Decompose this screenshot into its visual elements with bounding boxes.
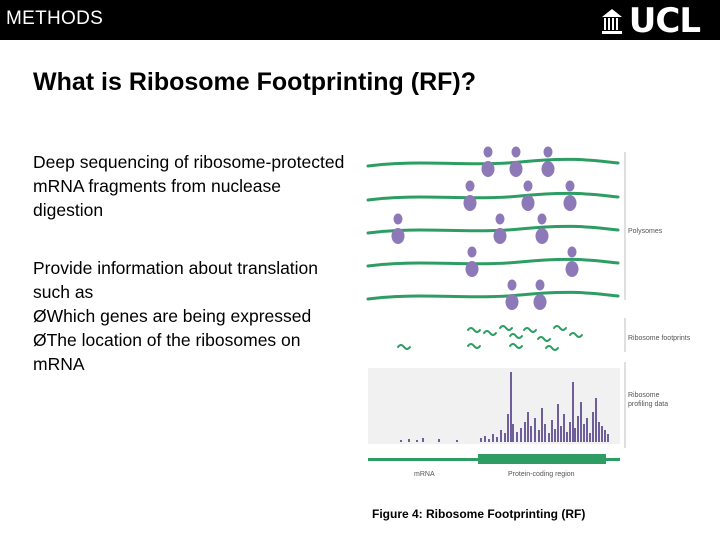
footprint-fragment: [484, 331, 496, 335]
profiling-label-line1: Ribosome: [628, 392, 660, 399]
polysomes-label: Polysomes: [628, 228, 663, 235]
profiling-bar: [577, 416, 579, 442]
profiling-bar: [527, 412, 529, 442]
ribosome-small-subunit: [484, 147, 493, 158]
profiling-bar: [586, 418, 588, 442]
profiling-bar: [408, 439, 410, 442]
profiling-bar: [580, 402, 582, 442]
coding-region-block: [478, 454, 606, 464]
ribosome-group: [392, 147, 579, 311]
footprint-fragment: [554, 326, 566, 330]
info-intro: Provide information about translation such as: [33, 258, 319, 302]
ribosome-small-subunit: [538, 214, 547, 225]
polysome-strands: [368, 159, 618, 299]
footprint-fragment: [468, 328, 480, 332]
ribosome-large-subunit: [464, 195, 477, 211]
mrna-strand: [368, 193, 618, 200]
mrna-strand: [368, 226, 618, 233]
header-bar: [0, 0, 720, 40]
mrna-strand: [368, 259, 618, 266]
ribosome-small-subunit: [544, 147, 553, 158]
info-paragraph: [33, 256, 353, 376]
ribosome-large-subunit: [466, 261, 479, 277]
profiling-bar: [484, 436, 486, 442]
profiling-bar: [563, 414, 565, 442]
ribosome-small-subunit: [566, 181, 575, 192]
bullet-item: ØWhich genes are being expressed: [33, 306, 312, 326]
ribosome-large-subunit: [536, 228, 549, 244]
profiling-bar: [496, 437, 498, 442]
footprint-fragments: [398, 326, 582, 350]
ribosome-large-subunit: [494, 228, 507, 244]
profiling-bar: [574, 428, 576, 442]
bullet-item: ØThe location of the ribosomes on mRNA: [33, 330, 301, 374]
profiling-bar: [512, 424, 514, 442]
ribosome-icon: [466, 247, 479, 278]
profiling-bar: [504, 433, 506, 442]
profiling-bar: [589, 433, 591, 442]
profiling-bar: [530, 426, 532, 442]
ribosome-footprinting-figure: [360, 140, 700, 480]
page-title: What is Ribosome Footprinting (RF)?: [33, 68, 476, 96]
profiling-bar: [438, 439, 440, 442]
profiling-bar: [566, 432, 568, 442]
profiling-bar: [516, 432, 518, 442]
mrna-strand: [368, 292, 618, 299]
ribosome-small-subunit: [568, 247, 577, 258]
profiling-bar: [500, 430, 502, 442]
profiling-bar: [507, 414, 509, 442]
profiling-bar: [416, 440, 418, 442]
footprint-fragment: [524, 328, 536, 332]
profiling-bar: [456, 440, 458, 442]
ribosome-icon: [542, 147, 555, 178]
ribosome-small-subunit: [394, 214, 403, 225]
portico-icon: [601, 7, 623, 35]
profiling-bar: [592, 412, 594, 442]
ribosome-small-subunit: [468, 247, 477, 258]
profiling-bar: [569, 422, 571, 442]
profiling-bar: [524, 422, 526, 442]
ribosome-large-subunit: [566, 261, 579, 277]
ucl-logo: [601, 1, 700, 41]
profiling-bar: [510, 372, 512, 442]
profiling-bar: [601, 426, 603, 442]
ribosome-small-subunit: [466, 181, 475, 192]
coding-region-label: Protein-coding region: [508, 471, 575, 478]
footprints-label: Ribosome footprints: [628, 335, 691, 342]
profiling-bar: [572, 382, 574, 442]
footprint-fragment: [468, 344, 480, 348]
footprint-fragment: [538, 337, 550, 341]
description-paragraph: Deep sequencing of ribosome-protected mRNA fragments from nuclease digestion: [33, 152, 345, 220]
profiling-bar: [598, 422, 600, 442]
footprint-fragment: [500, 326, 512, 330]
profiling-bar: [551, 420, 553, 442]
profiling-bar: [538, 430, 540, 442]
ribosome-large-subunit: [542, 161, 555, 177]
footprint-fragment: [570, 333, 582, 337]
profiling-bar: [488, 439, 490, 442]
section-label: METHODS: [6, 8, 104, 29]
footprint-fragment: [510, 344, 522, 348]
profiling-bar: [480, 438, 482, 442]
ribosome-small-subunit: [536, 280, 545, 291]
ribosome-large-subunit: [564, 195, 577, 211]
profiling-bar: [554, 429, 556, 442]
profiling-bar: [520, 428, 522, 442]
profiling-bar: [583, 424, 585, 442]
profiling-bar: [548, 433, 550, 442]
ribosome-large-subunit: [522, 195, 535, 211]
profiling-bar: [604, 430, 606, 442]
figure-caption: Figure 4: Ribosome Footprinting (RF): [372, 507, 586, 521]
ribosome-large-subunit: [506, 294, 519, 310]
ribosome-large-subunit: [534, 294, 547, 310]
ribosome-small-subunit: [512, 147, 521, 158]
profiling-bar: [560, 426, 562, 442]
profiling-bar: [544, 424, 546, 442]
ribosome-small-subunit: [496, 214, 505, 225]
footprint-fragment: [546, 346, 558, 350]
ribosome-icon: [482, 147, 495, 178]
ribosome-small-subunit: [508, 280, 517, 291]
profiling-bar: [541, 408, 543, 442]
profiling-bar: [534, 418, 536, 442]
profiling-panel: [368, 368, 620, 444]
profiling-label-line2: profiling data: [628, 401, 669, 408]
mrna-label: mRNA: [414, 471, 435, 478]
footprint-fragment: [398, 345, 410, 349]
profiling-bar: [607, 434, 609, 442]
ribosome-icon: [566, 247, 579, 278]
profiling-bar: [595, 398, 597, 442]
ribosome-large-subunit: [392, 228, 405, 244]
ribosome-large-subunit: [482, 161, 495, 177]
ribosome-large-subunit: [510, 161, 523, 177]
profiling-bar: [492, 434, 494, 442]
ribosome-icon: [564, 181, 577, 212]
ribosome-icon: [464, 181, 477, 212]
logo-text: UCL: [628, 1, 700, 41]
ribosome-small-subunit: [524, 181, 533, 192]
profiling-bar: [557, 404, 559, 442]
profiling-bar: [400, 440, 402, 442]
profiling-bar: [422, 438, 424, 442]
footprint-fragment: [510, 334, 522, 338]
